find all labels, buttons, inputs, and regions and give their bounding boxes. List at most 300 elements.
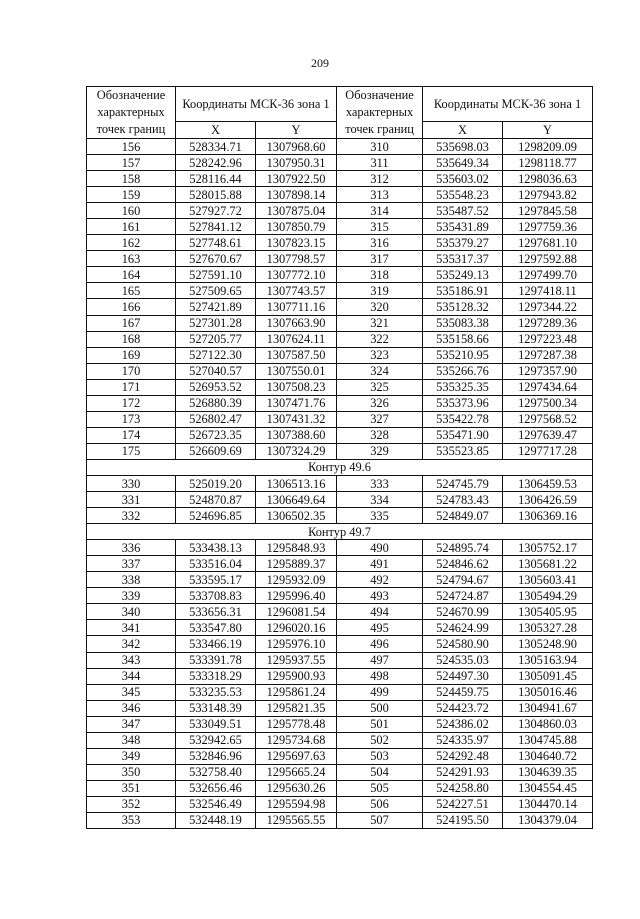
point-id-left: 158 xyxy=(87,171,176,187)
x-value-right: 524624.99 xyxy=(423,620,503,636)
x-value-right: 535471.90 xyxy=(423,427,503,443)
section-title: Контур 49.7 xyxy=(87,524,593,540)
point-id-right: 318 xyxy=(337,267,423,283)
y-value-left: 1307388.60 xyxy=(256,427,337,443)
point-id-left: 162 xyxy=(87,235,176,251)
x-value-right: 535649.34 xyxy=(423,155,503,171)
x-value-left: 528334.71 xyxy=(176,139,256,155)
x-value-left: 527841.12 xyxy=(176,219,256,235)
point-id-left: 337 xyxy=(87,556,176,572)
y-value-right: 1304640.72 xyxy=(503,748,593,764)
y-value-right: 1297681.10 xyxy=(503,235,593,251)
point-id-left: 345 xyxy=(87,684,176,700)
point-id-left: 171 xyxy=(87,379,176,395)
table-row xyxy=(87,235,593,251)
y-value-right: 1304941.67 xyxy=(503,700,593,716)
y-value-left: 1307663.90 xyxy=(256,315,337,331)
x-value-left: 533547.80 xyxy=(176,620,256,636)
point-id-right: 335 xyxy=(337,508,423,524)
x-value-right: 524291.93 xyxy=(423,764,503,780)
y-value-left: 1307950.31 xyxy=(256,155,337,171)
table-row xyxy=(87,716,593,732)
x-value-right: 524227.51 xyxy=(423,796,503,812)
y-value-left: 1306513.16 xyxy=(256,475,337,491)
point-id-left: 168 xyxy=(87,331,176,347)
point-id-right: 504 xyxy=(337,764,423,780)
table-row xyxy=(87,636,593,652)
table-row xyxy=(87,251,593,267)
table-row xyxy=(87,187,593,203)
table-body xyxy=(87,139,593,829)
y-value-right: 1305248.90 xyxy=(503,636,593,652)
table-row xyxy=(87,732,593,748)
y-value-left: 1295996.40 xyxy=(256,588,337,604)
y-value-left: 1295778.48 xyxy=(256,716,337,732)
table-row xyxy=(87,604,593,620)
y-value-right: 1306426.59 xyxy=(503,492,593,508)
table-row xyxy=(87,796,593,812)
table-row xyxy=(87,652,593,668)
point-id-right: 494 xyxy=(337,604,423,620)
point-id-left: 156 xyxy=(87,139,176,155)
x-value-right: 535603.02 xyxy=(423,171,503,187)
section-title-row xyxy=(87,524,593,540)
x-value-right: 524895.74 xyxy=(423,540,503,556)
x-value-right: 535210.95 xyxy=(423,347,503,363)
point-id-right: 334 xyxy=(337,492,423,508)
y-value-right: 1297418.11 xyxy=(503,283,593,299)
page-number: 209 xyxy=(311,56,329,70)
point-id-left: 338 xyxy=(87,572,176,588)
x-value-left: 527040.57 xyxy=(176,363,256,379)
x-value-right: 535523.85 xyxy=(423,443,503,459)
point-id-left: 166 xyxy=(87,299,176,315)
y-value-left: 1307898.14 xyxy=(256,187,337,203)
x-value-left: 527509.65 xyxy=(176,283,256,299)
y-value-right: 1297717.28 xyxy=(503,443,593,459)
coordinates-table xyxy=(86,86,593,829)
x-value-right: 535325.35 xyxy=(423,379,503,395)
table-row xyxy=(87,347,593,363)
table-row xyxy=(87,492,593,508)
x-value-left: 532758.40 xyxy=(176,764,256,780)
point-id-right: 491 xyxy=(337,556,423,572)
x-value-right: 524794.67 xyxy=(423,572,503,588)
point-id-left: 353 xyxy=(87,812,176,828)
point-id-right: 314 xyxy=(337,203,423,219)
table-row xyxy=(87,155,593,171)
y-value-left: 1306649.64 xyxy=(256,492,337,508)
y-value-left: 1295932.09 xyxy=(256,572,337,588)
table-row xyxy=(87,203,593,219)
point-id-left: 159 xyxy=(87,187,176,203)
y-value-left: 1307823.15 xyxy=(256,235,337,251)
y-value-left: 1295665.24 xyxy=(256,764,337,780)
point-id-left: 346 xyxy=(87,700,176,716)
table-row xyxy=(87,363,593,379)
point-id-right: 311 xyxy=(337,155,423,171)
point-id-left: 340 xyxy=(87,604,176,620)
point-id-right: 327 xyxy=(337,411,423,427)
point-id-right: 497 xyxy=(337,652,423,668)
y-value-left: 1307875.04 xyxy=(256,203,337,219)
table-row xyxy=(87,475,593,491)
x-value-left: 532846.96 xyxy=(176,748,256,764)
point-id-right: 316 xyxy=(337,235,423,251)
y-value-right: 1298209.09 xyxy=(503,139,593,155)
point-id-left: 169 xyxy=(87,347,176,363)
y-value-right: 1297287.38 xyxy=(503,347,593,363)
x-value-left: 528116.44 xyxy=(176,171,256,187)
x-header-left: X xyxy=(176,122,256,139)
point-id-left: 336 xyxy=(87,540,176,556)
y-value-right: 1305091.45 xyxy=(503,668,593,684)
point-id-right: 323 xyxy=(337,347,423,363)
point-header-right: Обозначение характерных точек границ xyxy=(337,87,423,139)
y-value-left: 1295889.37 xyxy=(256,556,337,572)
y-value-left: 1307850.79 xyxy=(256,219,337,235)
x-value-left: 533391.78 xyxy=(176,652,256,668)
y-value-left: 1307711.16 xyxy=(256,299,337,315)
point-id-right: 313 xyxy=(337,187,423,203)
x-value-left: 527122.30 xyxy=(176,347,256,363)
y-value-right: 1297223.48 xyxy=(503,331,593,347)
x-value-left: 526880.39 xyxy=(176,395,256,411)
x-value-right: 524459.75 xyxy=(423,684,503,700)
table-row xyxy=(87,556,593,572)
x-value-left: 528242.96 xyxy=(176,155,256,171)
point-id-right: 492 xyxy=(337,572,423,588)
x-value-right: 535128.32 xyxy=(423,299,503,315)
y-value-right: 1304554.45 xyxy=(503,780,593,796)
y-header-right: Y xyxy=(503,122,593,139)
point-id-right: 499 xyxy=(337,684,423,700)
y-value-right: 1297499.70 xyxy=(503,267,593,283)
y-header-left: Y xyxy=(256,122,337,139)
point-id-right: 507 xyxy=(337,812,423,828)
x-value-left: 527670.67 xyxy=(176,251,256,267)
x-value-left: 527927.72 xyxy=(176,203,256,219)
y-value-right: 1298118.77 xyxy=(503,155,593,171)
table-row xyxy=(87,812,593,828)
x-value-right: 535698.03 xyxy=(423,139,503,155)
point-id-left: 175 xyxy=(87,443,176,459)
table-row xyxy=(87,411,593,427)
x-value-right: 535373.96 xyxy=(423,395,503,411)
point-id-right: 503 xyxy=(337,748,423,764)
table-row xyxy=(87,219,593,235)
point-id-left: 160 xyxy=(87,203,176,219)
y-value-left: 1295900.93 xyxy=(256,668,337,684)
point-id-left: 330 xyxy=(87,475,176,491)
point-id-left: 161 xyxy=(87,219,176,235)
table-row xyxy=(87,780,593,796)
table-row xyxy=(87,700,593,716)
table-row xyxy=(87,379,593,395)
x-value-left: 533595.17 xyxy=(176,572,256,588)
x-value-right: 524292.48 xyxy=(423,748,503,764)
table-row xyxy=(87,668,593,684)
point-id-right: 320 xyxy=(337,299,423,315)
y-value-left: 1307471.76 xyxy=(256,395,337,411)
table-row xyxy=(87,572,593,588)
y-value-left: 1295937.55 xyxy=(256,652,337,668)
x-value-right: 524535.03 xyxy=(423,652,503,668)
y-value-right: 1305016.46 xyxy=(503,684,593,700)
y-value-right: 1306369.16 xyxy=(503,508,593,524)
point-id-right: 500 xyxy=(337,700,423,716)
x-value-right: 524849.07 xyxy=(423,508,503,524)
y-value-right: 1297592.88 xyxy=(503,251,593,267)
x-value-left: 527421.89 xyxy=(176,299,256,315)
x-value-right: 524783.43 xyxy=(423,492,503,508)
x-value-left: 533049.51 xyxy=(176,716,256,732)
point-id-left: 163 xyxy=(87,251,176,267)
y-value-right: 1297943.82 xyxy=(503,187,593,203)
table-row xyxy=(87,299,593,315)
x-value-right: 535422.78 xyxy=(423,411,503,427)
x-header-right: X xyxy=(423,122,503,139)
x-value-left: 526953.52 xyxy=(176,379,256,395)
y-value-left: 1307324.29 xyxy=(256,443,337,459)
x-value-right: 535548.23 xyxy=(423,187,503,203)
point-id-left: 167 xyxy=(87,315,176,331)
x-value-right: 535487.52 xyxy=(423,203,503,219)
y-value-right: 1305405.95 xyxy=(503,604,593,620)
y-value-left: 1295821.35 xyxy=(256,700,337,716)
point-id-left: 173 xyxy=(87,411,176,427)
point-id-right: 326 xyxy=(337,395,423,411)
y-value-right: 1297357.90 xyxy=(503,363,593,379)
point-id-right: 333 xyxy=(337,475,423,491)
point-id-left: 165 xyxy=(87,283,176,299)
y-value-right: 1297639.47 xyxy=(503,427,593,443)
point-id-right: 319 xyxy=(337,283,423,299)
point-id-right: 495 xyxy=(337,620,423,636)
section-title-row xyxy=(87,459,593,475)
x-value-right: 535083.38 xyxy=(423,315,503,331)
x-value-left: 527748.61 xyxy=(176,235,256,251)
x-value-left: 533438.13 xyxy=(176,540,256,556)
x-value-left: 527591.10 xyxy=(176,267,256,283)
point-id-left: 343 xyxy=(87,652,176,668)
point-id-right: 329 xyxy=(337,443,423,459)
x-value-right: 535249.13 xyxy=(423,267,503,283)
x-value-left: 527205.77 xyxy=(176,331,256,347)
y-value-left: 1307550.01 xyxy=(256,363,337,379)
x-value-right: 535379.27 xyxy=(423,235,503,251)
table-row xyxy=(87,395,593,411)
point-id-left: 352 xyxy=(87,796,176,812)
x-value-left: 524696.85 xyxy=(176,508,256,524)
y-value-left: 1295861.24 xyxy=(256,684,337,700)
y-value-right: 1304470.14 xyxy=(503,796,593,812)
y-value-left: 1307587.50 xyxy=(256,347,337,363)
table-row xyxy=(87,588,593,604)
y-value-right: 1305494.29 xyxy=(503,588,593,604)
y-value-right: 1297845.58 xyxy=(503,203,593,219)
y-value-right: 1305603.41 xyxy=(503,572,593,588)
y-value-left: 1307798.57 xyxy=(256,251,337,267)
y-value-right: 1297344.22 xyxy=(503,299,593,315)
point-id-right: 310 xyxy=(337,139,423,155)
point-id-left: 164 xyxy=(87,267,176,283)
point-id-right: 506 xyxy=(337,796,423,812)
x-value-left: 526723.35 xyxy=(176,427,256,443)
x-value-right: 524497.30 xyxy=(423,668,503,684)
point-id-right: 324 xyxy=(337,363,423,379)
table-row xyxy=(87,171,593,187)
x-value-right: 535317.37 xyxy=(423,251,503,267)
y-value-left: 1307772.10 xyxy=(256,267,337,283)
y-value-left: 1295976.10 xyxy=(256,636,337,652)
table-row xyxy=(87,684,593,700)
y-value-left: 1306502.35 xyxy=(256,508,337,524)
point-id-left: 174 xyxy=(87,427,176,443)
y-value-left: 1295848.93 xyxy=(256,540,337,556)
table-row xyxy=(87,620,593,636)
y-value-right: 1297759.36 xyxy=(503,219,593,235)
point-id-right: 325 xyxy=(337,379,423,395)
point-id-right: 493 xyxy=(337,588,423,604)
y-value-left: 1307431.32 xyxy=(256,411,337,427)
table-row xyxy=(87,139,593,155)
point-id-left: 344 xyxy=(87,668,176,684)
y-value-right: 1297434.64 xyxy=(503,379,593,395)
y-value-right: 1304745.88 xyxy=(503,732,593,748)
point-id-right: 317 xyxy=(337,251,423,267)
point-id-left: 342 xyxy=(87,636,176,652)
point-id-right: 496 xyxy=(337,636,423,652)
x-value-right: 535186.91 xyxy=(423,283,503,299)
x-value-left: 533318.29 xyxy=(176,668,256,684)
table-row xyxy=(87,331,593,347)
x-value-left: 533708.83 xyxy=(176,588,256,604)
y-value-left: 1296081.54 xyxy=(256,604,337,620)
x-value-left: 533235.53 xyxy=(176,684,256,700)
x-value-right: 524423.72 xyxy=(423,700,503,716)
y-value-left: 1307508.23 xyxy=(256,379,337,395)
y-value-left: 1307922.50 xyxy=(256,171,337,187)
x-value-left: 532942.65 xyxy=(176,732,256,748)
x-value-left: 526609.69 xyxy=(176,443,256,459)
x-value-right: 535266.76 xyxy=(423,363,503,379)
y-value-left: 1295594.98 xyxy=(256,796,337,812)
x-value-left: 526802.47 xyxy=(176,411,256,427)
point-id-right: 490 xyxy=(337,540,423,556)
point-id-right: 498 xyxy=(337,668,423,684)
point-id-left: 347 xyxy=(87,716,176,732)
x-value-right: 535431.89 xyxy=(423,219,503,235)
y-value-right: 1297500.34 xyxy=(503,395,593,411)
y-value-right: 1306459.53 xyxy=(503,475,593,491)
y-value-right: 1305681.22 xyxy=(503,556,593,572)
x-value-left: 533466.19 xyxy=(176,636,256,652)
table-row xyxy=(87,748,593,764)
x-value-right: 524745.79 xyxy=(423,475,503,491)
point-id-right: 501 xyxy=(337,716,423,732)
point-id-left: 157 xyxy=(87,155,176,171)
point-id-right: 312 xyxy=(337,171,423,187)
point-id-left: 348 xyxy=(87,732,176,748)
x-value-right: 524258.80 xyxy=(423,780,503,796)
y-value-left: 1295734.68 xyxy=(256,732,337,748)
y-value-left: 1296020.16 xyxy=(256,620,337,636)
x-value-right: 524724.87 xyxy=(423,588,503,604)
point-id-left: 349 xyxy=(87,748,176,764)
point-id-right: 322 xyxy=(337,331,423,347)
y-value-right: 1305327.28 xyxy=(503,620,593,636)
table-row xyxy=(87,764,593,780)
x-value-right: 524335.97 xyxy=(423,732,503,748)
coords-header-left: Координаты МСК-36 зона 1 xyxy=(176,87,337,122)
y-value-right: 1304379.04 xyxy=(503,812,593,828)
y-value-right: 1304639.35 xyxy=(503,764,593,780)
point-id-left: 341 xyxy=(87,620,176,636)
point-id-left: 172 xyxy=(87,395,176,411)
y-value-right: 1305163.94 xyxy=(503,652,593,668)
table-row xyxy=(87,315,593,331)
point-id-right: 502 xyxy=(337,732,423,748)
table-row xyxy=(87,540,593,556)
table-row xyxy=(87,283,593,299)
x-value-left: 532656.46 xyxy=(176,780,256,796)
y-value-left: 1295697.63 xyxy=(256,748,337,764)
table-row xyxy=(87,443,593,459)
point-id-right: 321 xyxy=(337,315,423,331)
x-value-left: 532546.49 xyxy=(176,796,256,812)
x-value-left: 532448.19 xyxy=(176,812,256,828)
point-id-left: 170 xyxy=(87,363,176,379)
y-value-left: 1307968.60 xyxy=(256,139,337,155)
y-value-right: 1298036.63 xyxy=(503,171,593,187)
section-title: Контур 49.6 xyxy=(87,459,593,475)
point-id-right: 315 xyxy=(337,219,423,235)
y-value-right: 1297289.36 xyxy=(503,315,593,331)
y-value-left: 1295630.26 xyxy=(256,780,337,796)
point-id-left: 339 xyxy=(87,588,176,604)
x-value-left: 527301.28 xyxy=(176,315,256,331)
table-row xyxy=(87,508,593,524)
y-value-right: 1305752.17 xyxy=(503,540,593,556)
y-value-left: 1307743.57 xyxy=(256,283,337,299)
y-value-left: 1307624.11 xyxy=(256,331,337,347)
x-value-left: 533656.31 xyxy=(176,604,256,620)
y-value-left: 1295565.55 xyxy=(256,812,337,828)
x-value-left: 533148.39 xyxy=(176,700,256,716)
x-value-left: 528015.88 xyxy=(176,187,256,203)
table-row xyxy=(87,427,593,443)
table-row xyxy=(87,267,593,283)
coords-header-right: Координаты МСК-36 зона 1 xyxy=(423,87,593,122)
x-value-right: 524670.99 xyxy=(423,604,503,620)
x-value-right: 524386.02 xyxy=(423,716,503,732)
y-value-right: 1297568.52 xyxy=(503,411,593,427)
x-value-right: 524580.90 xyxy=(423,636,503,652)
y-value-right: 1304860.03 xyxy=(503,716,593,732)
point-id-left: 331 xyxy=(87,492,176,508)
x-value-right: 524846.62 xyxy=(423,556,503,572)
point-id-left: 351 xyxy=(87,780,176,796)
x-value-left: 524870.87 xyxy=(176,492,256,508)
point-header-left: Обозначение характерных точек границ xyxy=(87,87,176,139)
x-value-left: 533516.04 xyxy=(176,556,256,572)
point-id-right: 505 xyxy=(337,780,423,796)
point-id-left: 332 xyxy=(87,508,176,524)
x-value-left: 525019.20 xyxy=(176,475,256,491)
point-id-left: 350 xyxy=(87,764,176,780)
point-id-right: 328 xyxy=(337,427,423,443)
